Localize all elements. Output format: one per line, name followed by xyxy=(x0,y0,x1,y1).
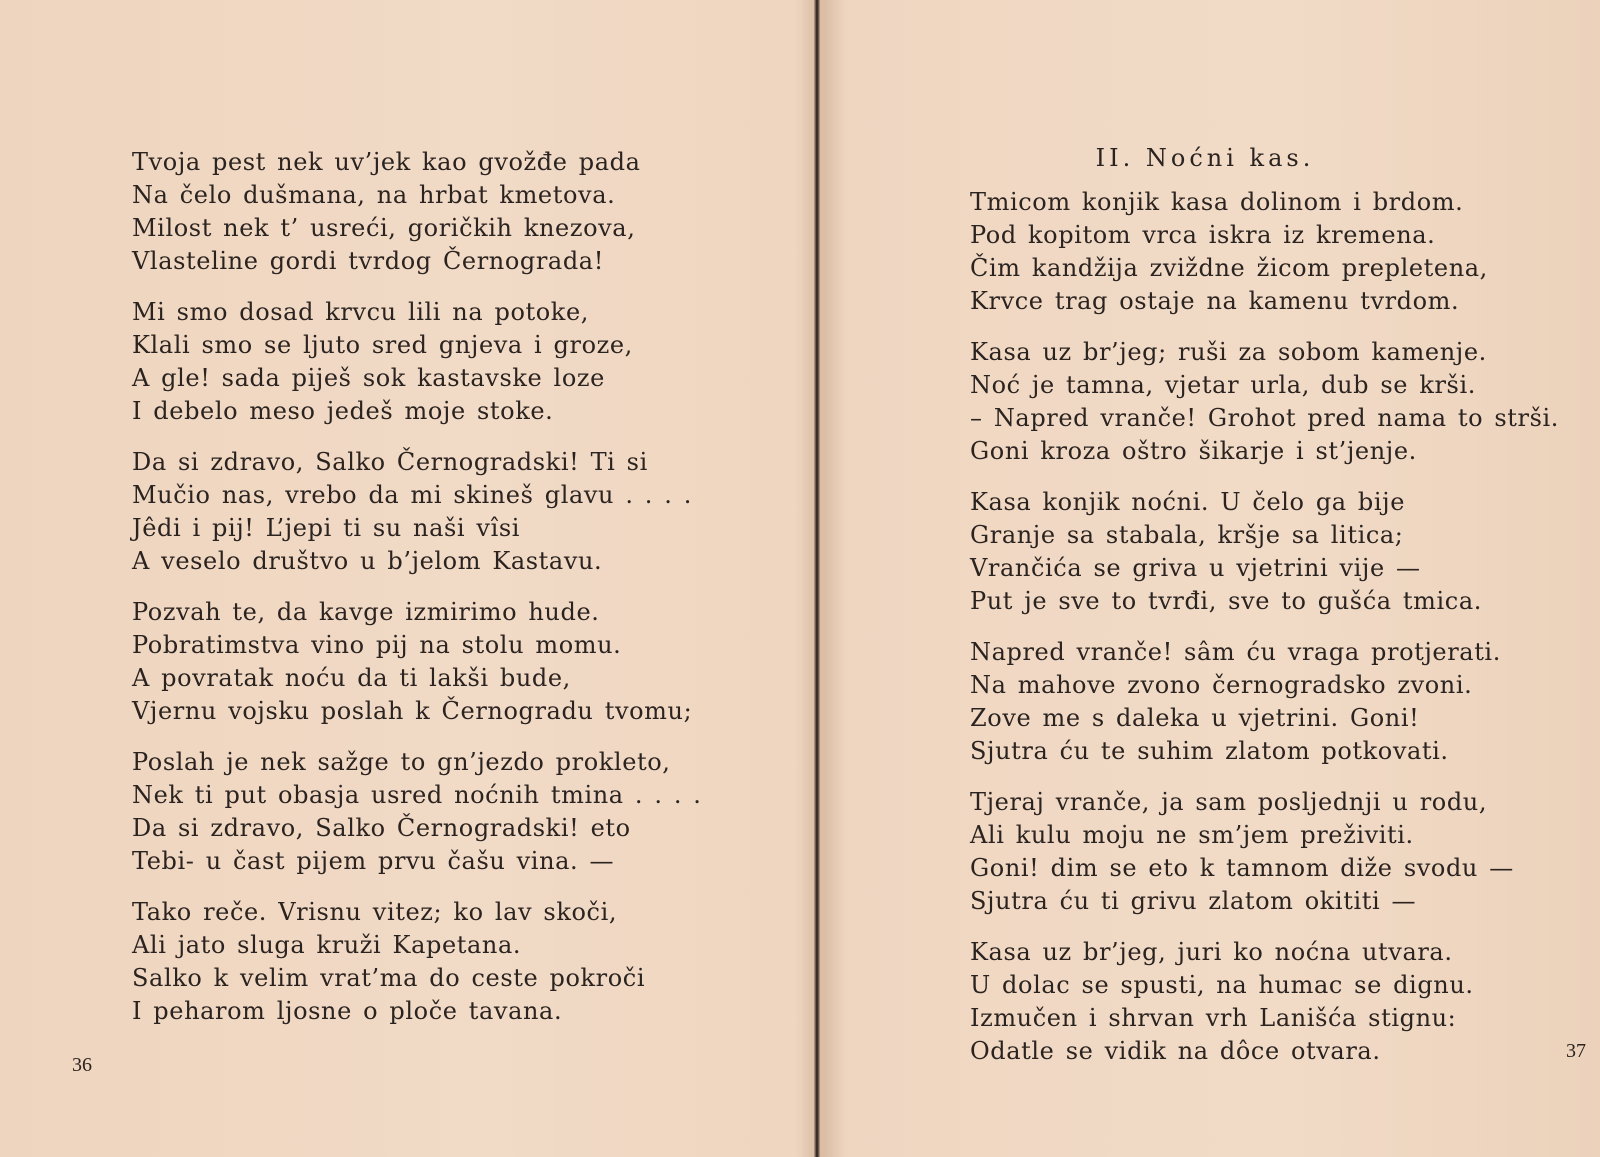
stanza xyxy=(132,596,732,728)
stanza xyxy=(132,746,732,878)
poem-heading: II. Noćni kas. xyxy=(1095,144,1315,172)
stanza xyxy=(970,786,1560,918)
verse-line: Tako reče. Vrisnu vitez; ko lav skoči, xyxy=(132,898,618,926)
verse-line: U dolac se spusti, na humac se dignu. xyxy=(970,971,1474,999)
verse-line: Sjutra ću ti grivu zlatom okititi — xyxy=(970,887,1417,915)
stanza xyxy=(132,896,732,1028)
stanza xyxy=(970,936,1560,1068)
verse-line: Pobratimstva vino pij na stolu momu. xyxy=(132,631,622,659)
verse-line: Napred vranče! sâm ću vraga protjerati. xyxy=(970,638,1501,666)
stanza xyxy=(132,296,732,428)
verse-line: Čim kandžija zviždne žicom prepletena, xyxy=(970,254,1488,282)
verse-line: Milost nek t’ usreći, goričkih knezova, xyxy=(132,214,636,242)
verse-line: Goni! dim se eto k tamnom diže svodu — xyxy=(970,854,1514,882)
verse-line: A povratak noću da ti lakši bude, xyxy=(132,664,571,692)
verse-line: Noć je tamna, vjetar urla, dub se krši. xyxy=(970,371,1476,399)
stanza xyxy=(132,146,732,278)
right-page xyxy=(820,0,1600,1157)
page-number: 36 xyxy=(72,1054,92,1076)
verse-line: Nek ti put obasja usred noćnih tmina . . . . xyxy=(132,781,702,809)
verse-line: Krvce trag ostaje na kamenu tvrdom. xyxy=(970,287,1460,315)
verse-line: A gle! sada piješ sok kastavske loze xyxy=(132,364,605,392)
verse-line: Na čelo dušmana, na hrbat kmetova. xyxy=(132,181,616,209)
verse-line: Na mahove zvono černogradsko zvoni. xyxy=(970,671,1473,699)
verse-line: Mi smo dosad krvcu lili na potoke, xyxy=(132,298,589,326)
verse-line: Ali kulu moju ne sm’jem preživiti. xyxy=(970,821,1414,849)
right-poem-text xyxy=(970,186,1560,1086)
page-number: 37 xyxy=(1566,1040,1586,1062)
verse-line: Da si zdravo, Salko Černogradski! eto xyxy=(132,814,631,842)
verse-line: Tebi- u čast pijem prvu čašu vina. — xyxy=(132,847,615,875)
verse-line: Vjernu vojsku poslah k Černogradu tvomu; xyxy=(132,697,693,725)
verse-line: Tmicom konjik kasa dolinom i brdom. xyxy=(970,188,1464,216)
verse-line: Da si zdravo, Salko Černogradski! Ti si xyxy=(132,448,648,476)
verse-line: Jêdi i pij! L’jepi ti su naši vîsi xyxy=(132,514,521,542)
verse-line: Poslah je nek sažge to gn’jezdo prokleto, xyxy=(132,748,671,776)
stanza xyxy=(970,186,1560,318)
verse-line: Odatle se vidik na dôce otvara. xyxy=(970,1037,1381,1065)
verse-line: Kasa konjik noćni. U čelo ga bije xyxy=(970,488,1406,516)
verse-line: Ali jato sluga kruži Kapetana. xyxy=(132,931,522,959)
verse-line: Sjutra ću te suhim zlatom potkovati. xyxy=(970,737,1449,765)
verse-line: A veselo društvo u b’jelom Kastavu. xyxy=(132,547,603,575)
verse-line: Granje sa stabala, kršje sa litica; xyxy=(970,521,1404,549)
verse-line: Pod kopitom vrca iskra iz kremena. xyxy=(970,221,1436,249)
stanza xyxy=(970,336,1560,468)
verse-line: Pozvah te, da kavge izmirimo hude. xyxy=(132,598,600,626)
verse-line: Klali smo se ljuto sred gnjeva i groze, xyxy=(132,331,633,359)
verse-line: Mučio nas, vrebo da mi skineš glavu . . . . xyxy=(132,481,692,509)
verse-line: I debelo meso jedeš moje stoke. xyxy=(132,397,554,425)
verse-line: Salko k velim vrat’ma do ceste pokroči xyxy=(132,964,646,992)
verse-line: I peharom ljosne o ploče tavana. xyxy=(132,997,563,1025)
verse-line: Goni kroza oštro šikarje i st’jenje. xyxy=(970,437,1417,465)
left-poem-text xyxy=(132,146,732,1046)
stanza xyxy=(132,446,732,578)
verse-line: Zove me s daleka u vjetrini. Goni! xyxy=(970,704,1420,732)
verse-line: Izmučen i shrvan vrh Lanišća stignu: xyxy=(970,1004,1457,1032)
verse-line: Vlasteline gordi tvrdog Černograda! xyxy=(132,247,604,275)
verse-line: Kasa uz br’jeg, juri ko noćna utvara. xyxy=(970,938,1453,966)
verse-line: Put je sve to tvrđi, sve to gušća tmica. xyxy=(970,587,1482,615)
verse-line: – Napred vranče! Grohot pred nama to strši. xyxy=(970,404,1560,432)
verse-line: Tjeraj vranče, ja sam posljednji u rodu, xyxy=(970,788,1488,816)
verse-line: Kasa uz br’jeg; ruši za sobom kamenje. xyxy=(970,338,1487,366)
verse-line: Tvoja pest nek uv’jek kao gvožđe pada xyxy=(132,148,641,176)
verse-line: Vrančića se griva u vjetrini vije — xyxy=(970,554,1421,582)
stanza xyxy=(970,486,1560,618)
stanza xyxy=(970,636,1560,768)
